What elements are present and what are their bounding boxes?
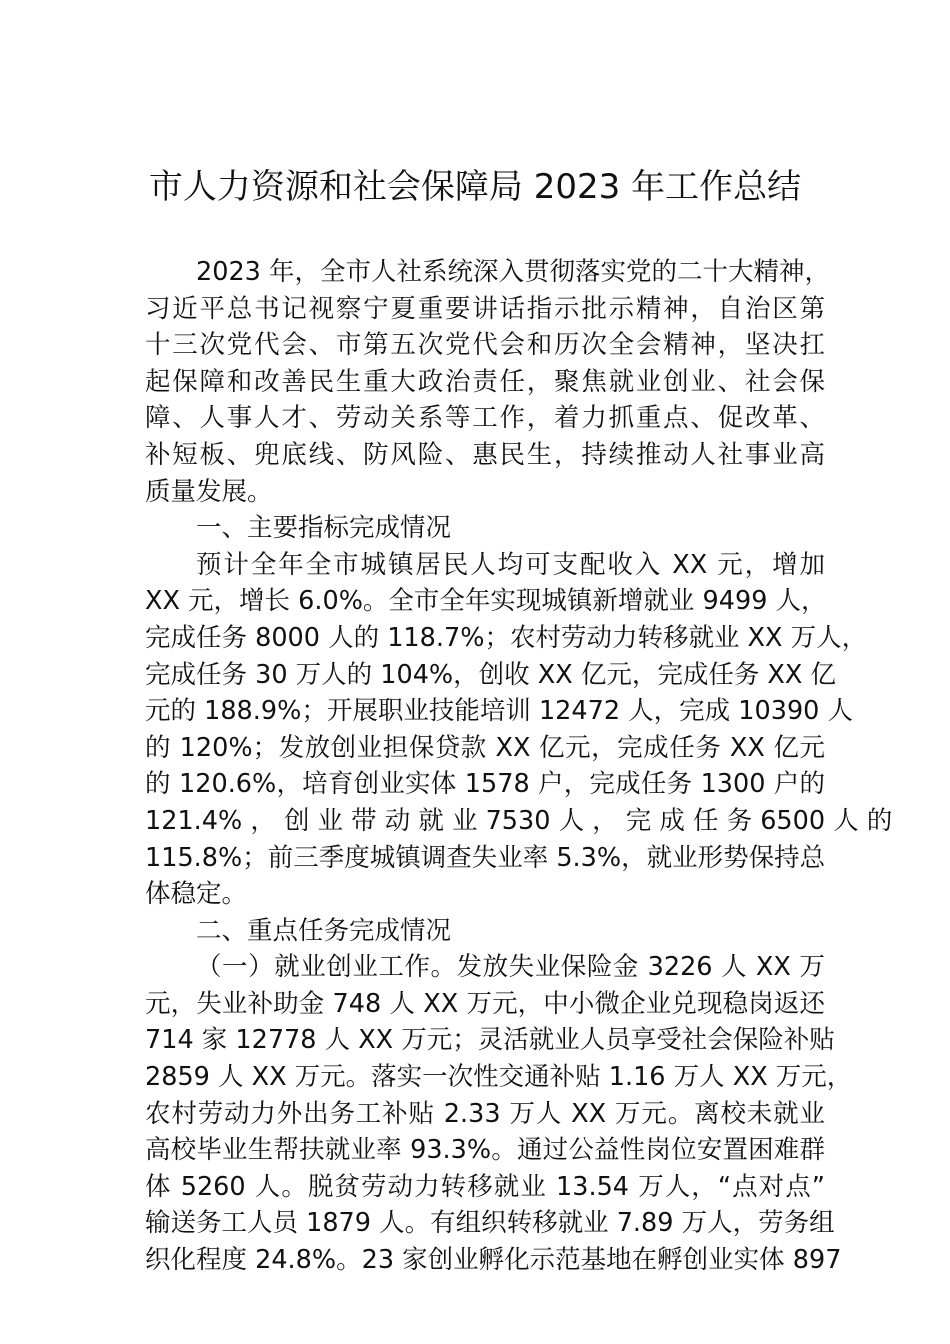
- text-line: 输送务工人员 1879 人。有组织转移就业 7.89 万人，劳务组: [145, 1208, 835, 1239]
- text-line: 习近平总书记视察宁夏重要讲话指示批示精神，自治区第: [145, 293, 825, 324]
- text-line: 高校毕业生帮扶就业率 93.3%。通过公益性岗位安置困难群: [145, 1135, 825, 1166]
- text-line: 2023 年，全市人社系统深入贯彻落实党的二十大精神，: [196, 257, 831, 287]
- text-line: 二、重点任务完成情况: [196, 915, 452, 946]
- text-line: 补短板、兜底线、防风险、惠民生，持续推动人社事业高: [145, 439, 825, 470]
- text-line: 2859 人 XX 万元。落实一次性交通补贴 1.16 万人 XX 万元，: [145, 1062, 853, 1093]
- text-line: 115.8%；前三季度城镇调查失业率 5.3%，就业形势保持总: [145, 842, 826, 873]
- text-line: （一）就业创业工作。发放失业保险金 3226 人 XX 万: [196, 952, 825, 983]
- text-line: 织化程度 24.8%。23 家创业孵化示范基地在孵创业实体 897: [145, 1245, 842, 1276]
- text-line: 元的 188.9%；开展职业技能培训 12472 人，完成 10390 人: [145, 696, 853, 727]
- text-line: 的 120.6%，培育创业实体 1578 户，完成任务 1300 户的: [145, 769, 825, 800]
- text-line: 的 120%；发放创业担保贷款 XX 亿元，完成任务 XX 亿元: [145, 732, 825, 763]
- text-line: 完成任务 30 万人的 104%，创收 XX 亿元，完成任务 XX 亿: [145, 659, 836, 690]
- document-body: [145, 254, 893, 1279]
- text-line: 十三次党代会、市第五次党代会和历次全会精神，坚决扛: [145, 330, 825, 361]
- text-line: 体 5260 人。脱贫劳动力转移就业 13.54 万人，“点对点”: [145, 1171, 825, 1202]
- text-line: 预计全年全市城镇居民人均可支配收入 XX 元，增加: [196, 549, 825, 580]
- text-line: 元，失业补助金 748 人 XX 万元，中小微企业兑现稳岗返还: [145, 988, 825, 1019]
- text-line: 农村劳动力外出务工补贴 2.33 万人 XX 万元。离校未就业: [145, 1098, 825, 1129]
- text-line: 起保障和改善民生重大政治责任，聚焦就业创业、社会保: [145, 366, 825, 397]
- text-line: 714 家 12778 人 XX 万元；灵活就业人员享受社会保险补贴: [145, 1025, 835, 1056]
- text-line: 障、人事人才、劳动关系等工作，着力抓重点、促改革、: [145, 403, 825, 434]
- text-line: 质量发展。: [145, 476, 273, 507]
- text-line: 一、主要指标完成情况: [196, 513, 452, 544]
- text-line: 完成任务 8000 人的 118.7%；农村劳动力转移就业 XX 万人，: [145, 622, 868, 653]
- document-title: 市人力资源和社会保障局 2023 年工作总结: [148, 167, 802, 207]
- text-line: 体稳定。: [145, 879, 248, 910]
- text-line: 121.4% ， 创 业 带 动 就 业 7530 人 ， 完 成 任 务 6500 人 的: [145, 805, 893, 836]
- text-line: XX 元，增长 6.0%。全市全年实现城镇新增就业 9499 人，: [145, 586, 827, 617]
